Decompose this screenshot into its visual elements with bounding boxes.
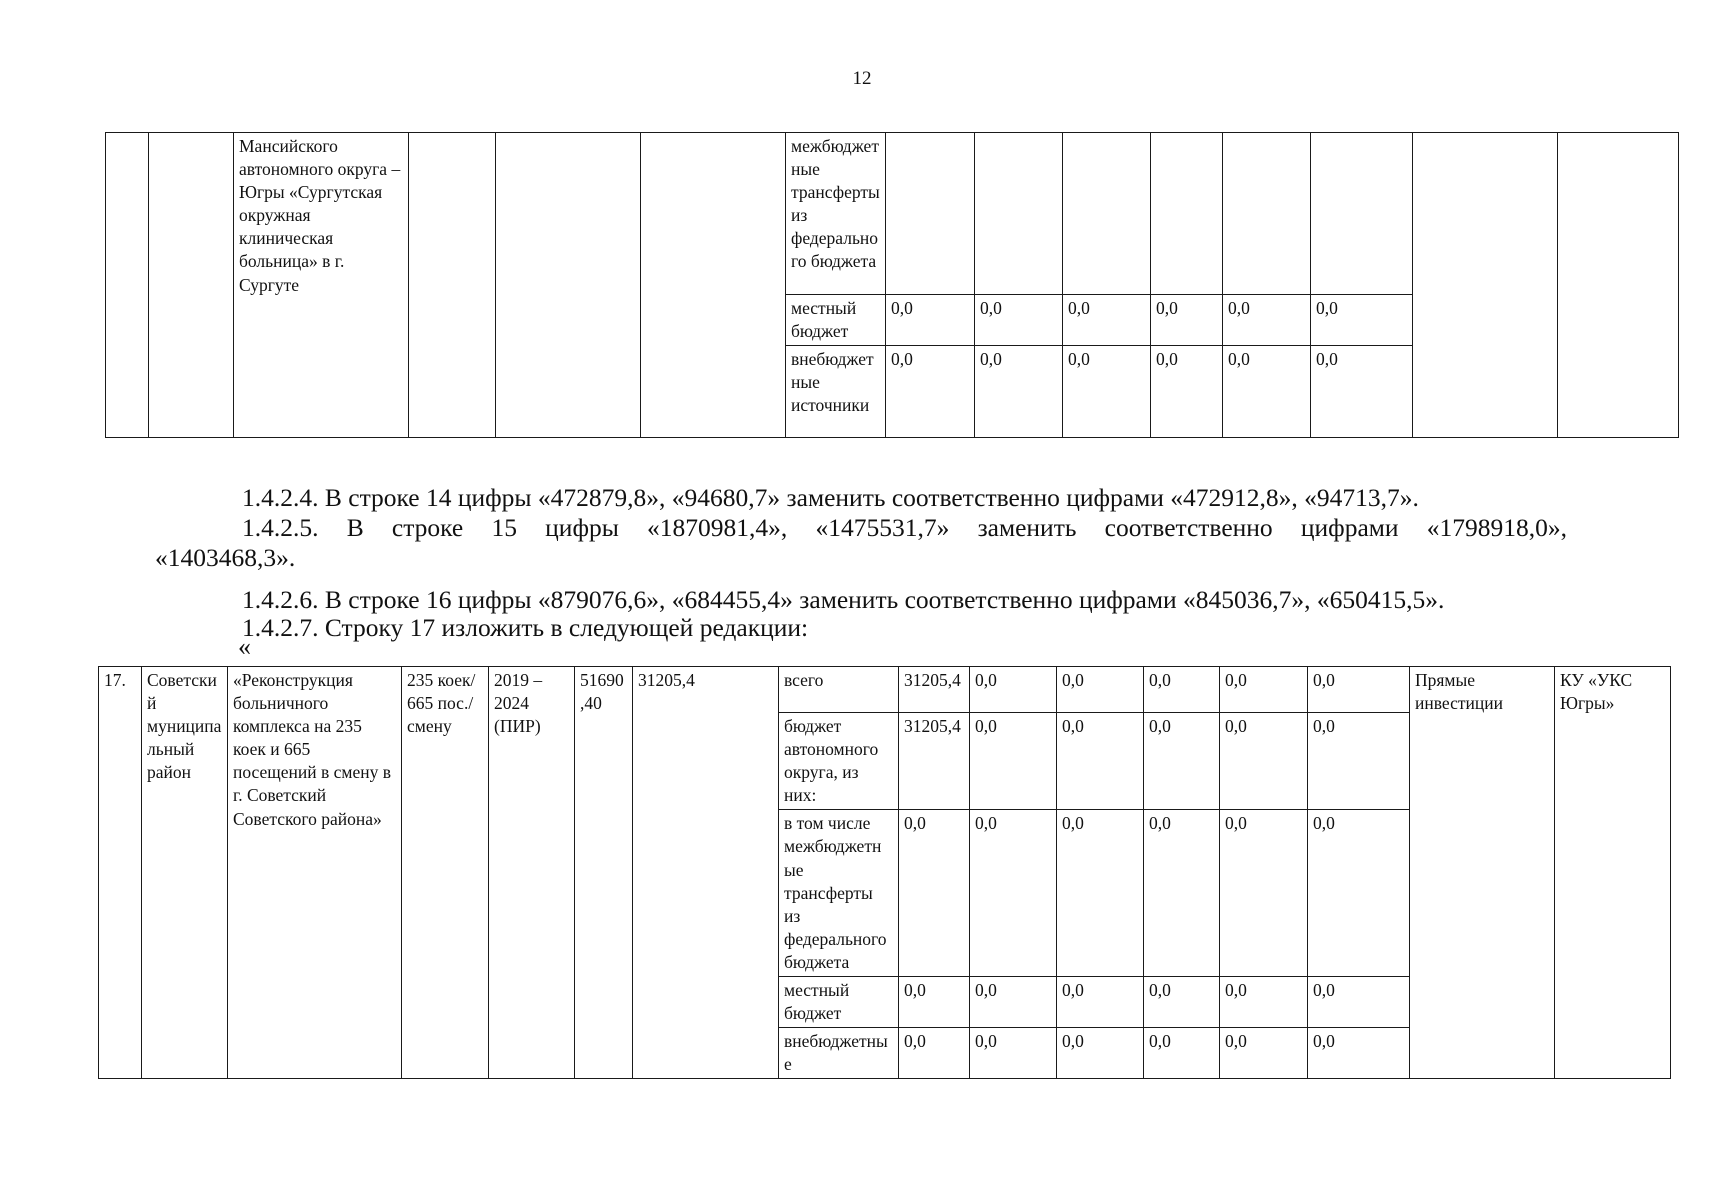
funding-source-cell: межбюджетные трансферты из федерального бюджета: [786, 133, 886, 295]
cost-cell: 51690,40: [575, 667, 633, 1079]
value-cell: 0,0: [1063, 346, 1151, 438]
customer-cell: КУ «УКС Югры»: [1555, 667, 1671, 1079]
value-cell: 0,0: [1144, 810, 1220, 977]
value-cell: [1311, 133, 1413, 295]
value-cell: 0,0: [1057, 667, 1144, 713]
paragraph-1-4-2-4: 1.4.2.4. В строке 14 цифры «472879,8», «94680,7» заменить соответственно цифрами «472912,8», «94713,7».: [242, 483, 1419, 512]
funding-source-cell: местный бюджет: [786, 295, 886, 346]
capacity-cell: [409, 133, 496, 438]
value-cell: 0,0: [1057, 713, 1144, 810]
municipality-cell: Советский муниципальный район: [142, 667, 228, 1079]
paragraph-1-4-2-5: 1.4.2.5. В строке 15 цифры «1870981,4», «1475531,7» заменить соответственно цифрами «1798918,0»,: [242, 513, 1567, 542]
value-cell: 0,0: [1308, 810, 1410, 977]
value-cell: 0,0: [1220, 667, 1308, 713]
value-cell: 0,0: [1144, 977, 1220, 1028]
value-cell: 0,0: [1220, 977, 1308, 1028]
funding-source-cell: местный бюджет: [779, 977, 899, 1028]
value-cell: 0,0: [970, 977, 1057, 1028]
value-cell: 0,0: [1144, 713, 1220, 810]
value-cell: [1151, 133, 1223, 295]
row-17-table: [98, 666, 1671, 1079]
value-cell: 0,0: [1311, 295, 1413, 346]
value-cell: 0,0: [1220, 1028, 1308, 1079]
table-row: [99, 667, 1671, 713]
value-cell: 0,0: [1144, 1028, 1220, 1079]
customer-cell: [1558, 133, 1679, 438]
value-cell: [1063, 133, 1151, 295]
object-name-cell: «Реконструкция больничного комплекса на 235 коек и 665 посещений в смену в г. Советский Советского района»: [228, 667, 402, 1079]
value-cell: 0,0: [975, 346, 1063, 438]
value-cell: 0,0: [975, 295, 1063, 346]
mechanism-cell: Прямые инвестиции: [1410, 667, 1555, 1079]
value-cell: 0,0: [1223, 295, 1311, 346]
value-cell: 0,0: [1220, 713, 1308, 810]
period-cell: [496, 133, 641, 438]
funding-source-cell: всего: [779, 667, 899, 713]
value-cell: 31205,4: [899, 667, 970, 713]
value-cell: 0,0: [899, 810, 970, 977]
municipality-cell: [149, 133, 234, 438]
funding-source-cell: бюджет автономного округа, из них:: [779, 713, 899, 810]
value-cell: [1223, 133, 1311, 295]
value-cell: 0,0: [886, 295, 975, 346]
value-cell: 0,0: [899, 977, 970, 1028]
value-cell: 0,0: [1151, 346, 1223, 438]
value-cell: 0,0: [1308, 977, 1410, 1028]
value-cell: 0,0: [1057, 977, 1144, 1028]
paragraph-1-4-2-7: 1.4.2.7. Строку 17 изложить в следующей редакции:: [242, 613, 809, 642]
row-number-cell: 17.: [99, 667, 142, 1079]
value-cell: 0,0: [1223, 346, 1311, 438]
value-cell: 0,0: [1151, 295, 1223, 346]
value-cell: 0,0: [1057, 810, 1144, 977]
value-cell: 0,0: [1144, 667, 1220, 713]
top-continuation-table: [105, 132, 1679, 438]
number-cell: [106, 133, 149, 438]
funding-source-cell: в том числе межбюджетные трансферты из федерального бюджета: [779, 810, 899, 977]
total-cell: 31205,4: [633, 667, 779, 1079]
value-cell: [886, 133, 975, 295]
value-cell: 0,0: [1220, 810, 1308, 977]
value-cell: 0,0: [1308, 667, 1410, 713]
value-cell: 0,0: [886, 346, 975, 438]
mechanism-cell: [1413, 133, 1558, 438]
value-cell: 0,0: [970, 1028, 1057, 1079]
funding-source-cell: внебюджетные: [779, 1028, 899, 1079]
value-cell: 31205,4: [899, 713, 970, 810]
value-cell: 0,0: [899, 1028, 970, 1079]
period-cell: 2019 – 2024 (ПИР): [489, 667, 575, 1079]
value-cell: 0,0: [1057, 1028, 1144, 1079]
paragraph-1-4-2-5-continued: «1403468,3».: [155, 543, 296, 572]
table-row: [106, 133, 1679, 295]
capacity-cell: 235 коек/ 665 пос./смену: [402, 667, 489, 1079]
value-cell: 0,0: [1308, 713, 1410, 810]
funding-source-cell: внебюджетные источники: [786, 346, 886, 438]
value-cell: 0,0: [970, 667, 1057, 713]
page-number: 12: [852, 68, 872, 89]
object-name-cell: Мансийского автономного округа – Югры «Сургутская окружная клиническая больница» в г. Сургуте: [234, 133, 409, 438]
paragraph-1-4-2-6: 1.4.2.6. В строке 16 цифры «879076,6», «684455,4» заменить соответственно цифрами «845036,7», «650415,5».: [242, 585, 1445, 614]
value-cell: 0,0: [970, 810, 1057, 977]
cost-cell: [641, 133, 786, 438]
value-cell: 0,0: [1063, 295, 1151, 346]
opening-quote-mark: «: [238, 632, 251, 661]
value-cell: 0,0: [1311, 346, 1413, 438]
value-cell: [975, 133, 1063, 295]
value-cell: 0,0: [970, 713, 1057, 810]
value-cell: 0,0: [1308, 1028, 1410, 1079]
